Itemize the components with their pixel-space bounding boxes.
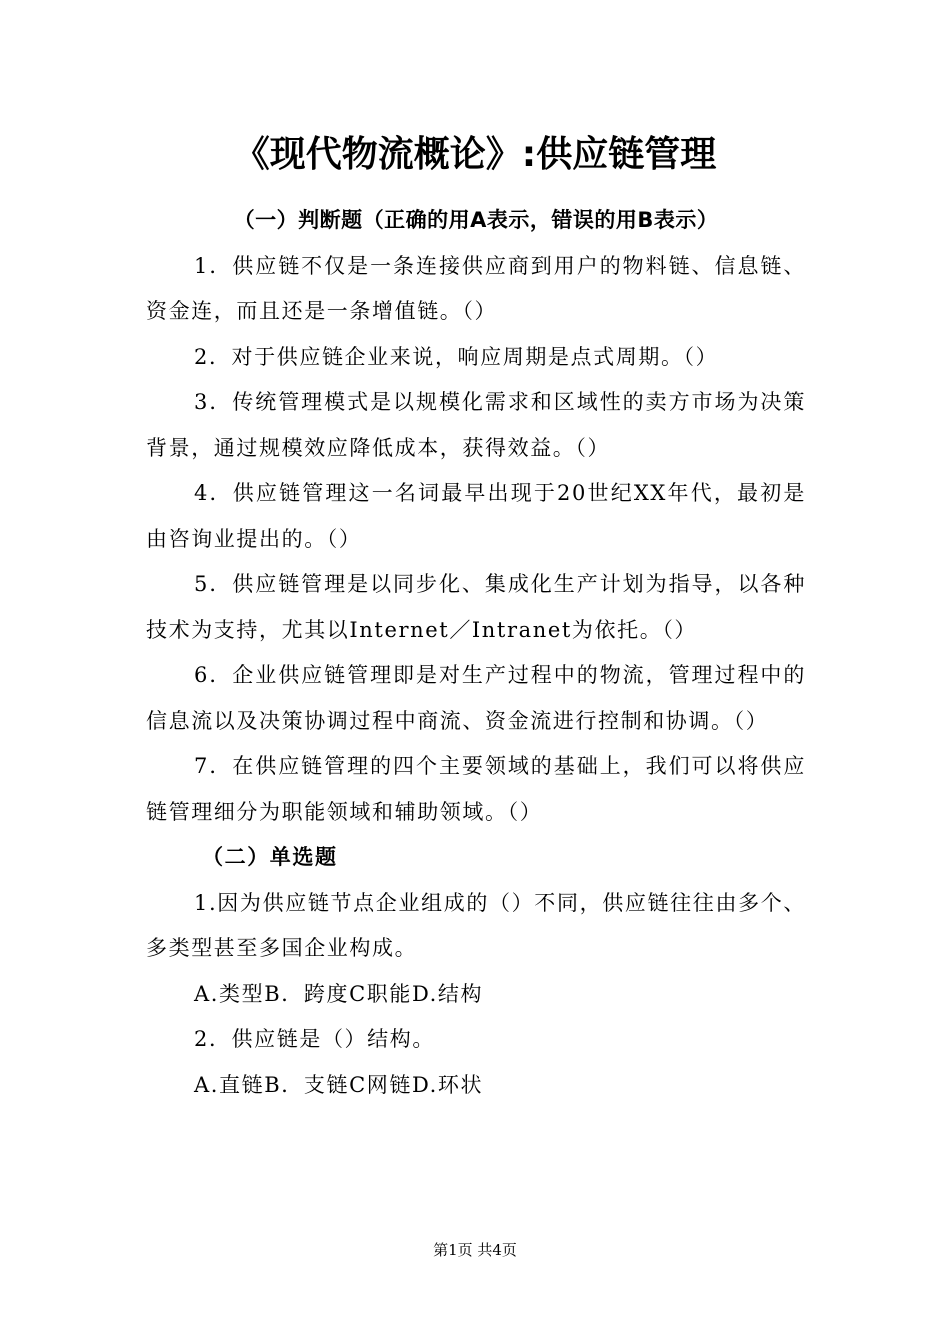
answer-options: A.类型B．跨度C职能D.结构 xyxy=(194,981,484,1006)
document-title: 《现代物流概论》:供应链管理 xyxy=(233,134,717,175)
section-heading-true-false: （一）判断题（正确的用A表示，错误的用B表示） xyxy=(233,208,719,232)
answer-options: A.直链B．支链C网链D.环状 xyxy=(194,1072,484,1097)
question-item: 7．在供应链管理的四个主要领域的基础上，我们可以将供应链管理细分为职能领域和辅助领域。（） xyxy=(146,754,806,824)
question-item: 6．企业供应链管理即是对生产过程中的物流，管理过程中的信息流以及决策协调过程中商流、资金流进行控制和协调。（） xyxy=(146,663,806,733)
question-item: 3．传统管理模式是以规模化需求和区域性的卖方市场为决策背景，通过规模效应降低成本，获得效益。（） xyxy=(146,390,806,460)
question-item: 1．供应链不仅是一条连接供应商到用户的物料链、信息链、资金连，而且还是一条增值链。（） xyxy=(146,253,806,323)
question-item: 4．供应链管理这一名词最早出现于20世纪XX年代，最初是由咨询业提出的。（） xyxy=(146,481,806,551)
document-body xyxy=(146,198,806,1108)
question-item: 1.因为供应链节点企业组成的（）不同，供应链往往由多个、多类型甚至多国企业构成。 xyxy=(146,890,806,960)
question-item: 2．对于供应链企业来说，响应周期是点式周期。（） xyxy=(194,344,719,369)
question-item: 2．供应链是（）结构。 xyxy=(194,1027,435,1051)
section-heading-single-choice: （二）单选题 xyxy=(202,845,338,869)
page-footer: 第1页 共4页 xyxy=(433,1241,517,1259)
question-item: 5．供应链管理是以同步化、集成化生产计划为指导，以各种技术为支持，尤其以Internet／Intranet为依托。（） xyxy=(146,572,806,642)
